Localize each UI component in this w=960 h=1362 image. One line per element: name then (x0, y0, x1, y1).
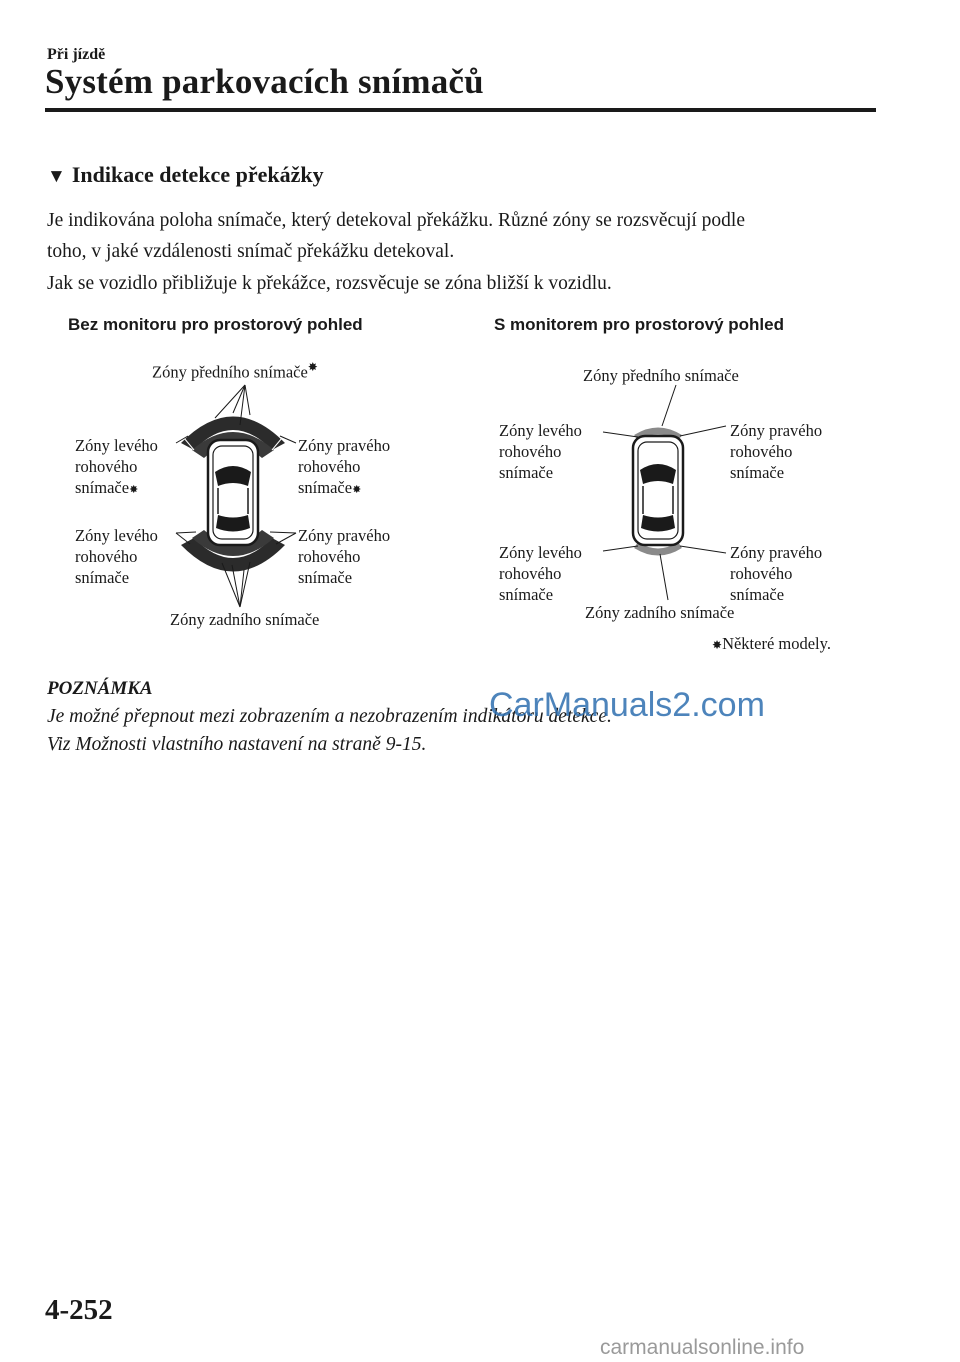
parking-sensor-diagram (0, 340, 960, 640)
subheading (47, 162, 324, 188)
paragraph-1-line-2: toho, v jaké vzdálenosti snímač překážku detekoval. (47, 241, 455, 262)
right-left-front-label: Zóny levého rohového snímače (499, 421, 582, 482)
right-right-front-label: Zóny pravého rohového snímače (730, 421, 823, 482)
triangle-marker-icon: ▼ (47, 166, 66, 187)
note-line-2: Viz Možnosti vlastního nastavení na straně 9-15. (47, 734, 427, 755)
right-right-rear-label: Zóny pravého rohového snímače (730, 543, 823, 604)
paragraph-1 (47, 205, 745, 267)
right-front-zone-label: Zóny předního snímače (583, 366, 739, 385)
left-front-zone-label: Zóny předního snímače✸ (152, 360, 318, 382)
page-title: Systém parkovacích snímačů (45, 62, 484, 101)
title-rule (45, 108, 876, 112)
page-number: 4-252 (45, 1294, 113, 1326)
left-right-rear-label: Zóny pravého rohového snímače (298, 526, 391, 587)
subheading-text: Indikace detekce překážky (71, 162, 324, 187)
note-title: POZNÁMKA (47, 678, 153, 699)
left-left-rear-label: Zóny levého rohového snímače (75, 526, 158, 587)
asterisk-icon: ✸ (352, 484, 362, 496)
note-line-1: Je možné přepnout mezi zobrazením a nezobrazením indikátoru detekce. (47, 706, 612, 727)
left-left-front-label: Zóny levého rohového snímače✸ (75, 436, 158, 497)
section-label: Při jízdě (47, 46, 106, 63)
footnote: ✸Některé modely. (712, 634, 831, 653)
paragraph-1-line-1: Je indikována poloha snímače, který detekoval překážku. Různé zóny se rozsvěcují podle (47, 210, 745, 231)
figure-right-caption: S monitorem pro prostorový pohled (494, 315, 784, 334)
right-rear-zone-label: Zóny zadního snímače (585, 603, 735, 622)
left-rear-zone-label: Zóny zadního snímače (170, 610, 320, 629)
figure-left-caption: Bez monitoru pro prostorový pohled (68, 315, 363, 334)
watermark: CarManuals2.com (489, 686, 765, 724)
left-right-front-label: Zóny pravého rohového snímače✸ (298, 436, 391, 497)
left-car-icon (208, 440, 258, 545)
asterisk-icon: ✸ (307, 360, 318, 374)
right-car-icon (633, 436, 683, 545)
asterisk-icon: ✸ (129, 484, 139, 496)
asterisk-icon: ✸ (712, 638, 723, 652)
paragraph-2: Jak se vozidlo přibližuje k překážce, rozsvěcuje se zóna bližší k vozidlu. (47, 273, 612, 294)
right-left-rear-label: Zóny levého rohového snímače (499, 543, 582, 604)
site-watermark: carmanualsonline.info (600, 1336, 805, 1359)
